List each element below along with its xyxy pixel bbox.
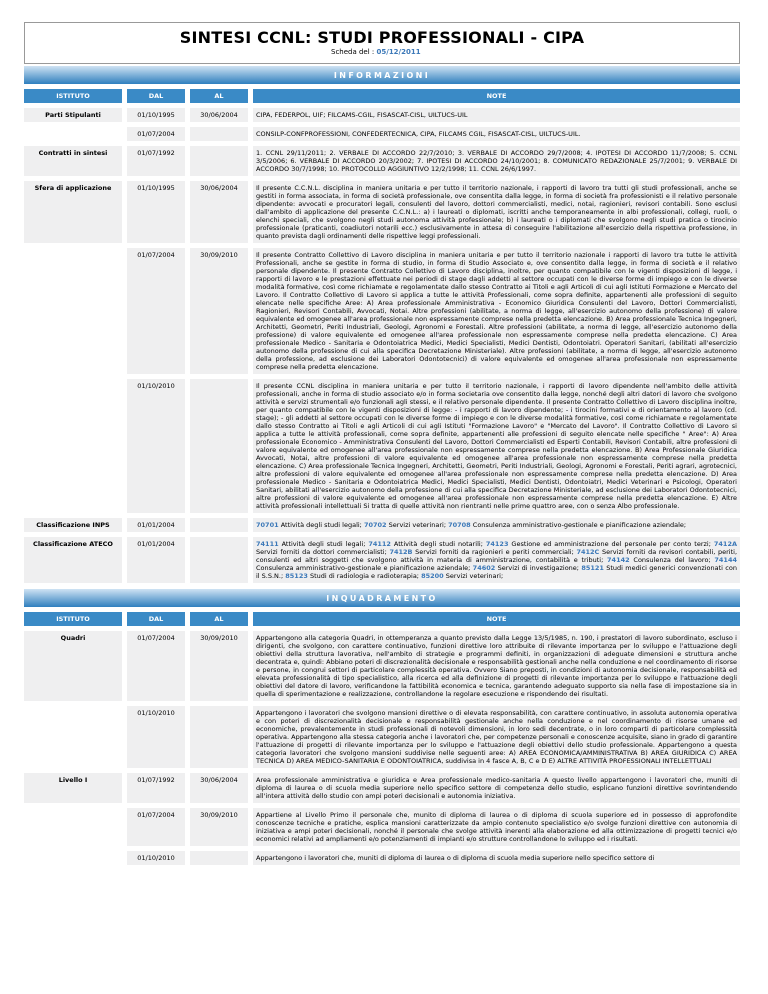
col-dal: DAL	[127, 89, 185, 103]
row-label: Sfera di applicazione	[24, 181, 122, 243]
row-al: 30/09/2010	[190, 808, 248, 846]
classification-code: 70708	[448, 521, 471, 529]
row-label: Livello I	[24, 773, 122, 803]
classification-code: 85121	[581, 564, 604, 572]
col-istituto: ISTITUTO	[24, 612, 122, 626]
row-al: 30/06/2004	[190, 773, 248, 803]
classification-code: 7412C	[576, 548, 600, 556]
row-note: Il presente C.C.N.L. disciplina in maniera unitaria e per tutto il territorio nazionale, i rapporti di lavoro tra tutti gli studi professionali, anche se gestiti in forma associata, in forma di società professionale, ove consentita dalla legge, in forma di società fra professionisti e il relativo personale dipendente: avvocati e procuratori legali, consulenti del lavoro, dottori commercialisti, medici, notai, ragionieri, revisori contabili. Sono esclusi dall'ambito di applicazione del presente C.C.N.L.: a) i laureati o diplomati, iscritti anche temporaneamente in albi professionali, collegi, ruoli, o elenchi speciali, che svolgono negli studi autonoma attività professionale; b) i laureati o i diplomati che svolgono negli studi pratica o tirocinio professionale (praticanti, coadiutori notarili ecc.) esclusivamente in attesa di conseguire l'abilitazione all'esercizio della rispettiva professione, in quanto prevista dagli ordinamenti delle rispettive leggi professionali.	[253, 181, 740, 243]
classification-desc: Consulenza amministrativo-gestionale e pianificazione aziendale;	[256, 564, 473, 572]
classification-desc: Servizi veterinari;	[443, 572, 504, 580]
row-dal: 01/01/2004	[127, 537, 185, 583]
row-note: Il presente Contratto Collettivo di Lavoro disciplina in maniera unitaria e per tutto il territorio nazionale i rapporti di lavoro tra tutte le attività Professionali, anche se gestite in forma di studio, in forma di Studio Associato e, ove consentito dalla legge, in forma di società e il relativo personale dipendente. Il presente Contratto Collettivo di Lavoro disciplina, inoltre, per quanto compatibile con le vigenti disposizioni di legge, i rapporti di lavoro e le prestazioni effettuate nei periodi di stage dagli addetti al settore occupati con le diverse forme di impiego e con le diverse modalità formative, così come richiamate e regolamentate dallo stesso Contratto ai Titoli e agli Articoli di cui agli Istituti Formazione e Mercato del Lavoro. Il Contratto Collettivo di Lavoro si applica a tutte le attività Professionali, come sopra definite, appartenenti alle professioni di seguito elencate nelle specifiche Aree: A) Area professionale Amministrativa - Economico Giuridica Consulenti del Lavoro, Dottori Commercialisti, Ragionieri, Revisori Contabili, Avvocati, Notai. Altre professioni (abilitate, a norma di legge, all'esercizio autonomo della professione) di valore equivalente ed omogenee all'area professionale non espressamente comprese nella predetta elencazione. B) Area professionale Tecnica Ingegneri, Architetti, Geometri, Periti Industriali, Geologi, Agronomi e Forestali. Altre professioni (abilitate, a norma di legge, all'esercizio autonomo della professione) di valore equivalente ed omogenee all'area professionale non espressamente comprese nella predetta elencazione. C) Area professionale Medico - Sanitaria e Odontoiatrica Medici, Medici Specialisti, Medici Dentisti, Odontoiatri. Operatori Sanitari, (abilitati all'esercizio autonomo della professione di cui alla specifica Decretazione Ministeriale). Altre professioni (abilitate, a norma di legge, all'esercizio autonomo della professione, ad esclusione dei Laboratori Odontotecnici) di valore equivalente ed omogenee all'area professionale non espressamente comprese nella predetta elencazione.	[253, 248, 740, 374]
row-dal: 01/10/1995	[127, 108, 185, 122]
row-label: Parti Stipulanti	[24, 108, 122, 122]
row-dal: 01/10/2010	[127, 706, 185, 768]
row-dal: 01/10/1995	[127, 181, 185, 243]
row-dal: 01/07/1992	[127, 773, 185, 803]
row-al: 30/09/2010	[190, 248, 248, 374]
table-row	[24, 108, 740, 122]
table-row	[24, 248, 740, 374]
table-row	[24, 127, 740, 141]
section-band-inquadramento	[24, 589, 740, 607]
section-title: INFORMAZIONI	[333, 70, 431, 80]
row-al	[190, 706, 248, 768]
row-dal: 01/07/2004	[127, 127, 185, 141]
classification-code: 7412A	[713, 540, 737, 548]
table-row	[24, 851, 740, 865]
classification-desc: Attività degli studi notarili;	[390, 540, 486, 548]
classification-desc: Servizi forniti da revisori contabili, periti, consulenti ed altri soggetti che svolgono attività in materia di amministrazione, contabilità e tributi;	[256, 548, 738, 564]
row-note: Appartiene al Livello Primo il personale che, munito di diploma di laurea o di diploma di scuola superiore ed in possesso di approfondite conoscenze tecniche e pratiche, esplica mansioni caratterizzate da ampio contenuto specialistico e/o svolge funzioni direttive con autonomia di iniziativa e ampi poteri decisionali, nonché il personale che svolge attività inerenti alla elaborazione ed alla ottimizzazione di progetti tecnici e/o economici relativi ad ampliamenti e/o potenziamenti di impianti e/o strutture controllandone lo sviluppo ed i risultati.	[253, 808, 740, 846]
section-title: INQUADRAMENTO	[326, 593, 438, 603]
title-box	[24, 22, 740, 64]
row-al: 30/09/2010	[190, 631, 248, 701]
table-header	[24, 612, 740, 626]
row-note	[253, 537, 740, 583]
row-note: Appartengono i lavoratori che svolgono mansioni direttive o di elevata responsabilità, con carattere continuativo, in assoluta autonomia operativa e con poteri di discrezionalità decisionale e responsabilità gestionale anche nella conduzione e nel coordinamento di risorse umane ed economiche, prevalentemente in studi professionali di notevoli dimensioni, in loro sedi decentrate, o in loro comparti di particolare complessità operativa. Appartengono alla stessa categoria anche i lavoratori che, per competenze personali e conoscenze acquisite, siano in grado di garantire l'attuazione di progetti di rilevante importanza per lo sviluppo e l'attuazione degli obiettivi dello studio professionale. Appartengono a questa categoria lavoratori che svolgono mansioni suddivise nelle seguenti aree: A) AREA ECONOMICA/AMMINISTRATIVA B) AREA GIURIDICA C) AREA TECNICA D) AREA MEDICO-SANITARIA E ODONTOIATRICA, suddivisa in 4 fasce A, B, C e D E) ALTRE ATTIVITÀ PROFESSIONALI INTELLETTUALI	[253, 706, 740, 768]
info-table	[24, 108, 740, 583]
table-row	[24, 181, 740, 243]
classification-desc: Consulenza del lavoro;	[629, 556, 715, 564]
row-label	[24, 851, 122, 865]
scheda-date-line	[331, 48, 421, 56]
row-al	[190, 127, 248, 141]
document	[24, 22, 740, 865]
classification-desc: Servizi veterinari;	[386, 521, 449, 529]
row-label	[24, 706, 122, 768]
col-dal: DAL	[127, 612, 185, 626]
row-note: 1. CCNL 29/11/2011; 2. VERBALE DI ACCORDO 22/7/2010; 3. VERBALE DI ACCORDO 29/7/2008; 4. IPOTESI DI ACCORDO 11/7/2008; 5. CCNL 3/5/2006; 6. VERBALE DI ACCORDO 20/3/2002; 7. IPOTESI DI ACCORDO 24/10/2001; 8. COMUNICATO REDAZIONALE 25/7/2001; 9. VERBALE DI ACCORDO 30/7/1998; 10. PROTOCOLLO AGGIUNTIVO 12/2/1998; 11. CCNL 26/6/1997.	[253, 146, 740, 176]
row-dal: 01/10/2010	[127, 379, 185, 513]
classification-code: 74111	[256, 540, 279, 548]
row-dal: 01/07/2004	[127, 631, 185, 701]
classification-desc: Servizi forniti da ragionieri e periti commerciali;	[412, 548, 577, 556]
row-note: CONSILP-CONFPROFESSIONI, CONFEDERTECNICA, CIPA, FILCAMS CGIL, FISASCAT-CISL, UILTUCS-UIL.	[253, 127, 740, 141]
col-note: NOTE	[253, 612, 740, 626]
classification-desc: Studi medici generici convenzionati con il S.S.N.;	[256, 564, 737, 580]
row-label: Quadri	[24, 631, 122, 701]
row-label	[24, 127, 122, 141]
col-al: AL	[190, 612, 248, 626]
classification-code: 70701	[256, 521, 279, 529]
row-note: CIPA, FEDERPOL, UIF; FILCAMS-CGIL, FISASCAT-CISL, UILTUCS-UIL	[253, 108, 740, 122]
page-title: SINTESI CCNL: STUDI PROFESSIONALI - CIPA	[179, 28, 585, 47]
classification-desc: Consulenza amministrativo-gestionale e pianificazione aziendale;	[470, 521, 687, 529]
col-note: NOTE	[253, 89, 740, 103]
row-dal: 01/10/2010	[127, 851, 185, 865]
table-row	[24, 706, 740, 768]
row-al	[190, 518, 248, 532]
row-label: Classificazione ATECO	[24, 537, 122, 583]
row-note	[253, 518, 740, 532]
row-al	[190, 379, 248, 513]
row-al	[190, 537, 248, 583]
classification-desc: Gestione ed amministrazione del personale per conto terzi;	[508, 540, 714, 548]
row-label	[24, 379, 122, 513]
row-dal: 01/07/2004	[127, 808, 185, 846]
classification-code: 74123	[485, 540, 509, 548]
classification-desc: Attività degli studi legali;	[278, 521, 364, 529]
row-label: Contratti in sintesi	[24, 146, 122, 176]
col-al: AL	[190, 89, 248, 103]
table-row	[24, 537, 740, 583]
classification-code: 85200	[421, 572, 444, 580]
classification-code: 74144	[714, 556, 737, 564]
classification-code: 7412B	[389, 548, 413, 556]
section-band-informazioni	[24, 66, 740, 84]
row-note: Appartengono i lavoratori che, muniti di diploma di laurea o di diploma di scuola media superiore nello specifico settore di	[253, 851, 740, 865]
table-row	[24, 518, 740, 532]
scheda-label: Scheda del :	[331, 48, 375, 56]
row-al	[190, 146, 248, 176]
table-row	[24, 773, 740, 803]
row-dal: 01/07/1992	[127, 146, 185, 176]
inquadramento-table	[24, 631, 740, 865]
row-al: 30/06/2004	[190, 181, 248, 243]
row-label	[24, 248, 122, 374]
table-row	[24, 146, 740, 176]
row-note: Appartengono alla categoria Quadri, in ottemperanza a quanto previsto dalla Legge 13/5/1985, n. 190, i prestatori di lavoro subordinato, escluso i dirigenti, che svolgono, con carattere continuativo, funzioni direttive loro attribuite di rilevante importanza per lo sviluppo e l'attuazione degli obiettivi della struttura lavorativa, nell'ambito di strategie e programmi definiti, in organizzazioni di adeguate dimensioni e struttura anche decentrata e, quindi: Abbiano poteri di discrezionalità decisionale e responsabilità gestionali anche nella conduzione e nel coordinamento di risorse e persone, in congrui settori di particolare complessità operativa. Ovvero Siano preposti, in condizioni di autonomia decisionale, responsabilità ed elevata professionalità di tipo specialistico, alla ricerca ed alla definizione di progetti di rilevante importanza per lo sviluppo e l'attuazione degli obiettivi del datore di lavoro, verificandone la fattibilità economica e tecnica, garantendo adeguato supporto sia nella fase di impostazione sia in quella di sperimentazione e realizzazione, controllandone la regolare esecuzione e rispondendo dei risultati.	[253, 631, 740, 701]
classification-desc: Attività degli studi legali;	[278, 540, 369, 548]
table-row	[24, 631, 740, 701]
classification-desc: Servizi di investigazione;	[495, 564, 582, 572]
row-label	[24, 808, 122, 846]
row-al	[190, 851, 248, 865]
classification-code: 74602	[472, 564, 496, 572]
classification-code: 85123	[285, 572, 308, 580]
row-note: Il presente CCNL disciplina in maniera unitaria e per tutto il territorio nazionale, i rapporti di lavoro dipendente nell'ambito delle attività professionali, anche in forma di studio associato e/o in forma societaria ove consentito dalla legge, nonché degli altri datori di lavoro che svolgono attività e servizi strumentali e/o funzionali agli stessi, e il relativo personale dipendente. Il presente Contratto Collettivo di Lavoro disciplina inoltre, per quanto compatibile con le vigenti disposizioni di legge: - i rapporti di lavoro dipendente; - i tirocini formativi e di orientamento al lavoro (cd. stage); - gli addetti al settore occupati con le diverse forme di impiego e con le diverse modalità formative, così come richiamate e regolamentate dallo stesso Contratto ai Titoli e agli Articoli di cui agli Istituti "Formazione Lavoro" e "Mercato del Lavoro". Il Contratto Collettivo di Lavoro si applica a tutte le attività professionali, come sopra definite, appartenenti alle professioni di seguito elencate nelle specifiche " Aree": A) Area professionale Economico - Amministrativa Consulenti del Lavoro, Dottori Commercialisti ed Esperti Contabili, Revisori Contabili, altre professioni di valore equivalente ed omogenee all'area professionale non espressamente comprese nella predetta elencazione. B) Area Professionale Giuridica Avvocati, Notai, altre professioni di valore equivalente ed omogenee all'area professionale non espressamente comprese nella predetta elencazione. C) Area professionale Tecnica Ingegneri, Architetti, Geometri, Periti Industriali, Geologi, Agronomi e Forestali, Periti agrari, agrotecnici, altre professioni di valore equivalente ed omogenee all'area professionale non espressamente comprese nella predetta elencazione. D) Area professionale Medico - Sanitaria e Odontoiatrica Medici, Medici Specialisti, Medici Dentisti, Odontoiatri, Medici Veterinari e Psicologi, Operatori Sanitari, abilitati all'esercizio autonomo della professione di cui alla specifica Decretazione Ministeriale, ad esclusione dei Laboratori Odontotecnici, altre professioni di valore equivalente ed omogenee all'area professionale non espressamente comprese nella predetta elencazione. E) Altre attività professionali intellettuali Si tratta di quelle attività non rientranti nelle prime quattro aree, con o senza Albo professionale.	[253, 379, 740, 513]
classification-code: 70702	[363, 521, 387, 529]
row-al: 30/06/2004	[190, 108, 248, 122]
row-dal: 01/07/2004	[127, 248, 185, 374]
col-istituto: ISTITUTO	[24, 89, 122, 103]
table-header	[24, 89, 740, 103]
classification-desc: Servizi forniti da dottori commercialisti;	[256, 548, 390, 556]
classification-desc: Studi di radiologia e radioterapia;	[307, 572, 422, 580]
row-dal: 01/01/2004	[127, 518, 185, 532]
row-label: Classificazione INPS	[24, 518, 122, 532]
scheda-date: 05/12/2011	[376, 48, 421, 56]
table-row	[24, 379, 740, 513]
table-row	[24, 808, 740, 846]
classification-code: 74112	[368, 540, 391, 548]
classification-code: 74142	[607, 556, 630, 564]
row-note: Area professionale amministrativa e giuridica e Area professionale medico-sanitaria A questo livello appartengono i lavoratori che, muniti di diploma di laurea o di scuola media superiore nello specifico settore di competenza dello studio, esplicano funzioni direttive sovrintendendo all'intera attività dello studio con ampi poteri decisionali e autonomia iniziativa.	[253, 773, 740, 803]
